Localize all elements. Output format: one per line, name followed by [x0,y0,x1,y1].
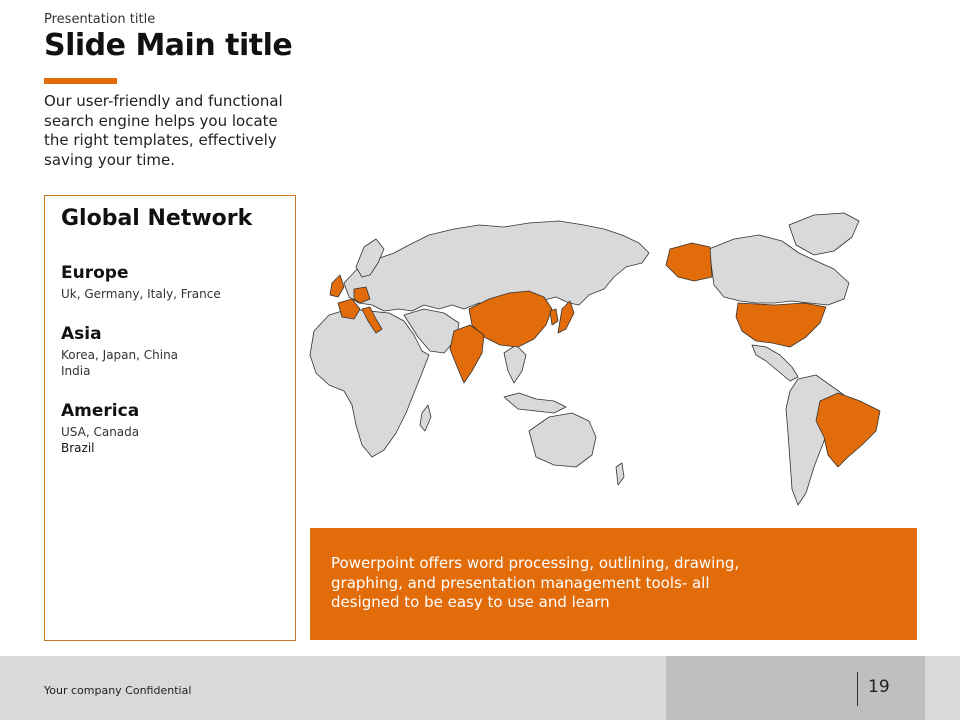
map-usa [736,303,826,347]
region-name: America [61,401,140,421]
map-indonesia [504,393,566,413]
region-name: Europe [61,263,129,283]
region-countries: Uk, Germany, Italy, France [61,287,221,301]
map-korea [550,309,558,325]
map-central-america [752,345,798,381]
map-japan [558,301,574,333]
region-name: Asia [61,324,102,344]
map-uk [330,275,344,297]
footer-page-block [666,656,925,720]
global-network-title: Global Network [61,206,253,231]
region-countries [61,424,139,456]
footer-divider [857,672,858,706]
orange-panel-text: Powerpoint offers word processing, outlining, drawing, graphing, and presentation management tools- all designed to be easy to use and learn [331,554,740,611]
region-europe [61,262,221,302]
map-madagascar [420,405,431,431]
slide-main-title: Slide Main title [44,28,293,63]
region-countries-line: Korea, Japan, China [61,348,179,362]
map-brazil [816,393,880,467]
accent-bar [44,78,117,84]
map-new-zealand [616,463,624,485]
region-countries-line: Brazil [61,441,95,455]
map-greenland [789,213,859,255]
region-america [61,400,139,456]
footer-confidential: Your company Confidential [44,684,192,697]
region-countries [61,347,178,379]
map-australia [529,413,596,467]
global-network-box [44,195,296,641]
intro-text: Our user-friendly and functional search engine helps you locate the right templates, effectively saving your time. [44,92,283,169]
presentation-title: Presentation title [44,12,156,27]
map-alaska [666,243,712,281]
orange-info-panel [310,528,917,640]
map-africa [310,309,429,457]
world-map [304,205,924,515]
region-countries-line: USA, Canada [61,425,140,439]
page-number: 19 [868,677,890,697]
map-southeast-asia [504,345,526,383]
region-countries-line: India [61,364,91,378]
region-asia [61,323,178,379]
map-india [450,325,484,383]
footer [0,656,960,720]
